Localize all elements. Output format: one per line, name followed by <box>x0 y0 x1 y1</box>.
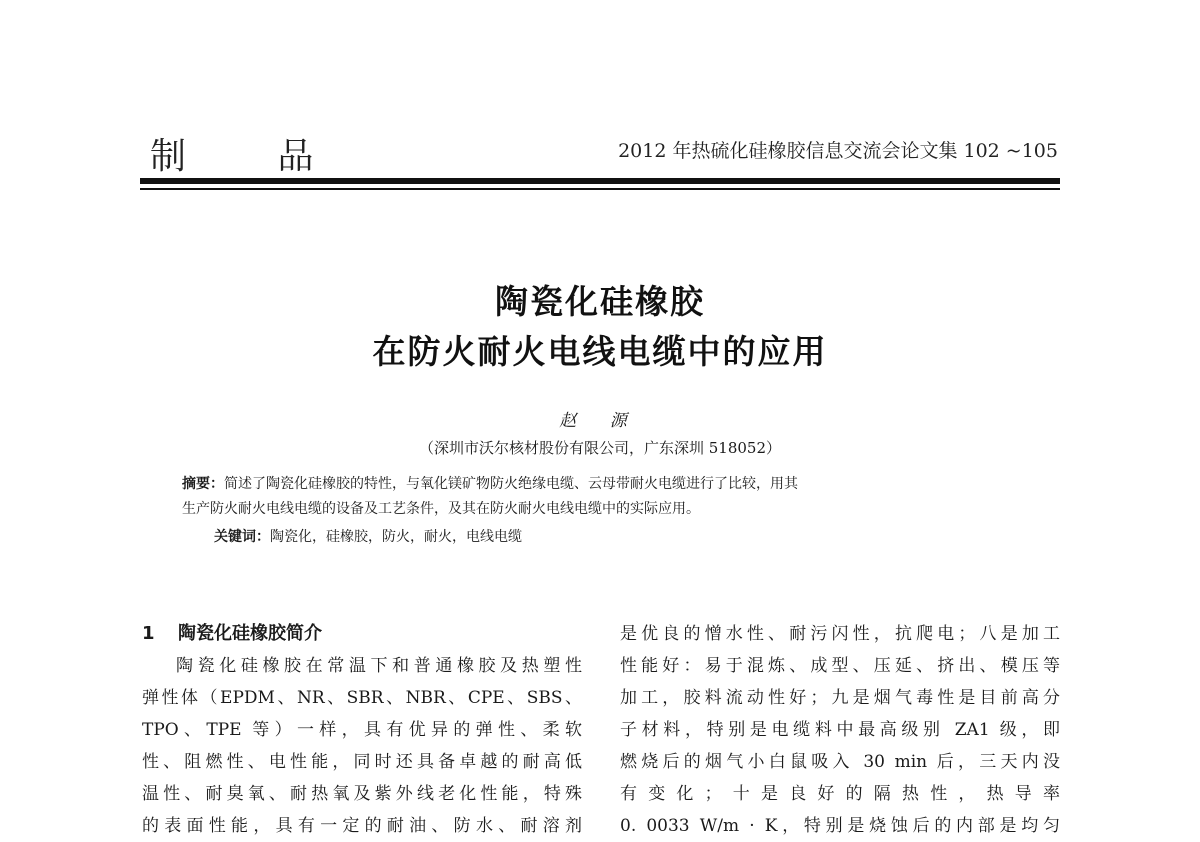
author-name: 赵 源 <box>559 411 641 431</box>
header-rule-thin <box>140 188 1060 190</box>
paper-title-line2: 在防火耐火电线电缆中的应用 <box>372 332 828 371</box>
paper-title-line1: 陶瓷化硅橡胶 <box>495 282 705 321</box>
abstract-label: 摘要： <box>182 476 224 492</box>
body-paragraph-line: 弹性体（EPDM、NR、SBR、NBR、CPE、SBS、 <box>142 688 582 708</box>
body-paragraph-line: 0. 0033 W/m · K，特别是烧蚀后的内部是均匀 <box>620 816 1060 836</box>
header-journal-citation: 2012 年热硫化硅橡胶信息交流会论文集 102 ~105 <box>618 140 1058 162</box>
body-paragraph-line: 陶瓷化硅橡胶在常温下和普通橡胶及热塑性 <box>176 656 582 676</box>
section-title: 陶瓷化硅橡胶简介 <box>178 623 322 644</box>
keywords <box>214 526 522 546</box>
header-rule-thick <box>140 178 1060 184</box>
section-number: 1 <box>142 623 155 644</box>
body-paragraph-line: 的表面性能，具有一定的耐油、防水、耐溶剂 <box>142 816 582 836</box>
body-right-column <box>620 618 1060 842</box>
body-left-column <box>142 618 582 842</box>
body-paragraph-line: 是优良的憎水性、耐污闪性，抗爬电；八是加工 <box>620 624 1060 644</box>
body-paragraph-line: 加工，胶料流动性好；九是烟气毒性是目前高分 <box>620 688 1060 708</box>
body-paragraph-line: 性、阻燃性、电性能，同时还具备卓越的耐高低 <box>142 752 582 772</box>
body-paragraph-line: 子材料，特别是电缆料中最高级别 ZA1 级，即 <box>620 720 1060 740</box>
body-paragraph-line: 燃烧后的烟气小白鼠吸入 30 min 后，三天内没 <box>620 752 1060 772</box>
author-affiliation: （深圳市沃尔核材股份有限公司，广东深圳 518052） <box>418 439 782 457</box>
section-heading <box>142 618 582 650</box>
keywords-label: 关键词： <box>214 529 270 545</box>
body-paragraph-line: 温性、耐臭氧、耐热氧及紫外线老化性能，特殊 <box>142 784 582 804</box>
abstract-line1 <box>182 470 1032 498</box>
body-paragraph-line: TPO、TPE 等）一样，具有优异的弹性、柔软 <box>142 720 582 740</box>
abstract-text-line1: 简述了陶瓷化硅橡胶的特性，与氧化镁矿物防火绝缘电缆、云母带耐火电缆进行了比较，用其 <box>224 476 798 492</box>
header-section-label: 制 品 <box>150 136 354 177</box>
body-paragraph-line: 性能好：易于混炼、成型、压延、挤出、模压等 <box>620 656 1060 676</box>
keywords-text: 陶瓷化，硅橡胶，防火，耐火，电线电缆 <box>270 529 522 545</box>
body-paragraph-line: 有变化；十是良好的隔热性，热导率 <box>620 784 1060 804</box>
abstract-text-line2: 生产防火耐火电线电缆的设备及工艺条件，及其在防火耐火电线电缆中的实际应用。 <box>182 501 700 517</box>
